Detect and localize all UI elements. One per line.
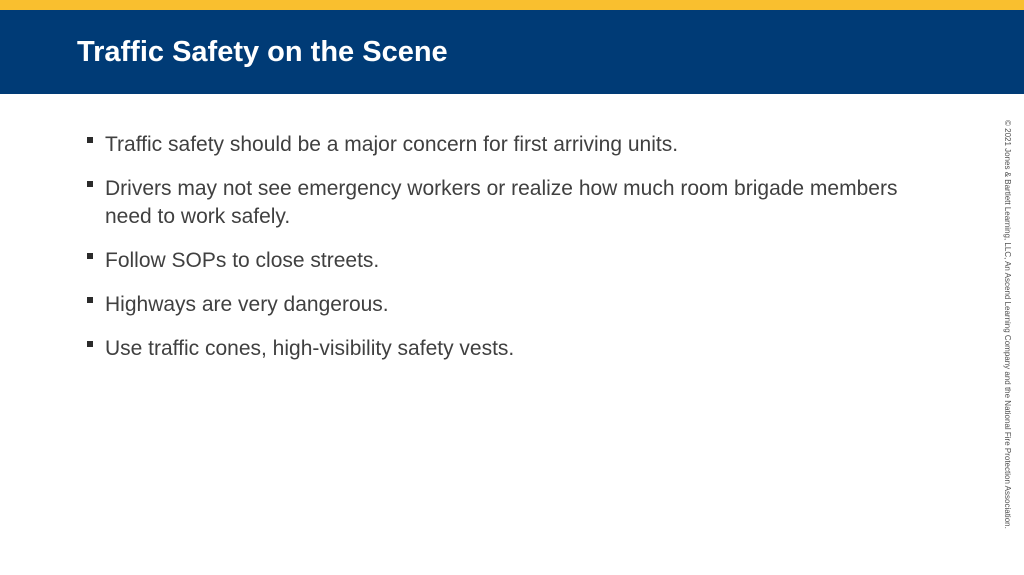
bullet-list [86, 131, 926, 379]
bullet-text: Use traffic cones, high-visibility safety vests. [105, 337, 515, 360]
accent-bar [0, 0, 1024, 10]
square-bullet-icon [87, 341, 93, 347]
square-bullet-icon [87, 181, 93, 187]
square-bullet-icon [87, 253, 93, 259]
slide-title: Traffic Safety on the Scene [77, 36, 448, 68]
bullet-item [86, 175, 926, 231]
bullet-item [86, 291, 926, 319]
bullet-item [86, 131, 926, 159]
bullet-item [86, 247, 926, 275]
square-bullet-icon [87, 137, 93, 143]
bullet-text: Follow SOPs to close streets. [105, 249, 380, 272]
bullet-text: Traffic safety should be a major concern for first arriving units. [105, 133, 679, 156]
square-bullet-icon [87, 297, 93, 303]
bullet-text: Highways are very dangerous. [105, 293, 389, 316]
bullet-item [86, 335, 926, 363]
bullet-text: Drivers may not see emergency workers or realize how much room brigade members need to work safely. [105, 177, 898, 228]
copyright-text: © 2021 Jones & Bartlett Learning, LLC, An Ascend Learning Company and the National Fire Protection Association. [1003, 120, 1012, 529]
